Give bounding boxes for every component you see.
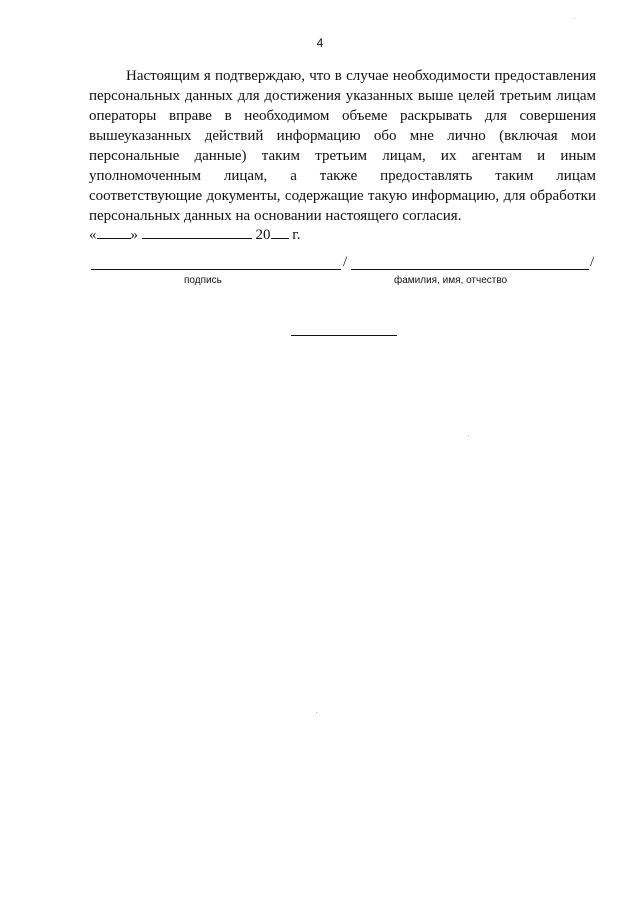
date-open-quote: « — [89, 227, 97, 243]
consent-paragraph: Настоящим я подтверждаю, что в случае необходимости предоставления персональных данных для достижения указанных выше целей третьим лицам операторы вправе в необходимом объеме раскрывать для совершения вышеуказанных действий информацию обо мне лично (включая мои персональные данные) таким третьим лицам, их агентам и иным уполномоченным лицам, а также предоставлять таким лицам соответствующие документы, содержащие такую информацию, для обработки персональных данных на основании настоящего согласия. — [89, 68, 596, 224]
full-name-line — [351, 269, 589, 270]
date-line — [89, 224, 300, 245]
scan-speck — [316, 712, 317, 713]
year-prefix: 20 — [255, 227, 271, 243]
date-close-quote: » — [130, 227, 138, 243]
signature-row — [89, 252, 599, 272]
year-blank — [271, 224, 289, 239]
page-number: 4 — [316, 36, 324, 50]
month-blank — [142, 224, 252, 239]
end-of-document-rule — [291, 335, 397, 336]
full-name-caption: фамилия, имя, отчество — [394, 275, 508, 286]
signature-caption: подпись — [184, 275, 222, 286]
day-blank — [97, 224, 131, 239]
signature-separator: / — [343, 254, 348, 270]
scan-speck — [468, 435, 469, 436]
scan-speck — [574, 18, 575, 19]
year-suffix: г. — [292, 227, 301, 243]
signature-line — [91, 269, 341, 270]
full-name-end-separator: / — [590, 254, 595, 270]
